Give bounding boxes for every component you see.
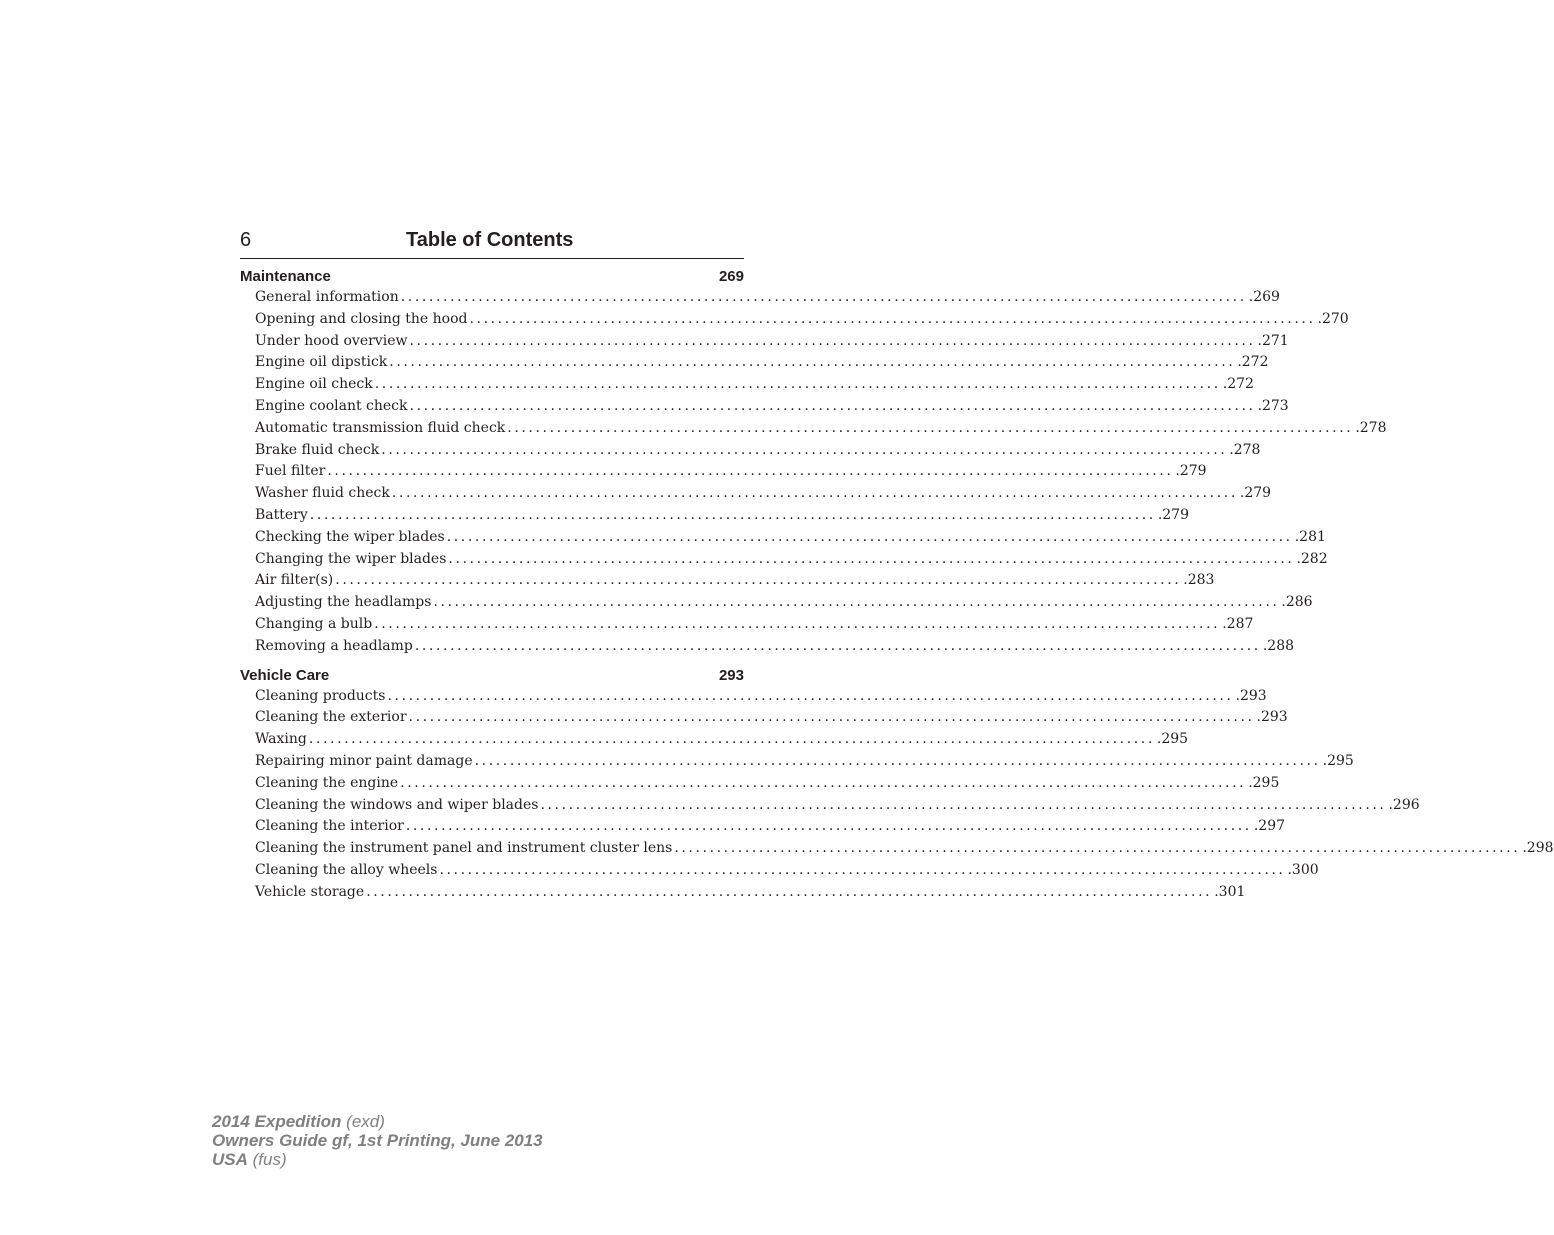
toc-entry-label: Cleaning products bbox=[255, 687, 386, 704]
toc-entry-label: Brake fluid check bbox=[255, 441, 380, 458]
toc-entry-page-number: .272 bbox=[1237, 354, 1269, 371]
section-entries bbox=[240, 287, 1387, 658]
dot-leader: ........................................................................................................................ bbox=[448, 550, 1295, 567]
toc-entry-label: Battery bbox=[255, 506, 308, 523]
toc-entry[interactable] bbox=[240, 527, 1326, 549]
toc-entry[interactable] bbox=[240, 287, 1280, 309]
section-heading[interactable] bbox=[240, 666, 744, 686]
toc-entry[interactable] bbox=[240, 374, 1254, 396]
toc-entry[interactable] bbox=[240, 614, 1254, 636]
toc-entry-label: General information bbox=[255, 289, 399, 305]
toc-entry[interactable] bbox=[240, 331, 1289, 353]
footer-model-code: (exd) bbox=[346, 1112, 385, 1131]
footer-line-market bbox=[212, 1150, 543, 1169]
toc-entry[interactable] bbox=[240, 773, 1280, 795]
section-heading[interactable] bbox=[240, 267, 744, 287]
toc-entry-label: Washer fluid check bbox=[255, 485, 390, 502]
toc-entry[interactable] bbox=[240, 860, 1319, 882]
toc-entry-page-number: .273 bbox=[1257, 397, 1289, 414]
toc-entry-label: Repairing minor paint damage bbox=[255, 752, 473, 769]
dot-leader: ........................................................................................................................ bbox=[400, 774, 1247, 791]
toc-entry-label: Vehicle storage bbox=[255, 883, 365, 900]
toc-entry[interactable] bbox=[240, 309, 1349, 331]
toc-entry[interactable] bbox=[240, 396, 1289, 418]
toc-entry-page-number: .269 bbox=[1248, 289, 1280, 305]
footer-line-printing bbox=[212, 1131, 543, 1150]
dot-leader: ........................................................................................................................ bbox=[408, 709, 1255, 726]
toc-entry[interactable] bbox=[240, 751, 1354, 773]
toc-entry-page-number: .295 bbox=[1156, 731, 1189, 748]
toc-entry-label: Automatic transmission fluid check bbox=[255, 419, 506, 436]
toc-entry-label: Cleaning the engine bbox=[255, 774, 399, 791]
toc-entry[interactable] bbox=[240, 418, 1387, 440]
footer-model: 2014 Expedition bbox=[212, 1112, 342, 1131]
toc-entry-page-number: .282 bbox=[1296, 550, 1328, 567]
dot-leader: ........................................................................................................................ bbox=[389, 354, 1236, 371]
dot-leader: ........................................................................................................................ bbox=[439, 861, 1286, 878]
document-footer bbox=[212, 1112, 543, 1169]
toc-entry-page-number: .293 bbox=[1256, 709, 1288, 726]
dot-leader: ........................................................................................................................ bbox=[414, 637, 1261, 654]
section-title: Maintenance bbox=[240, 268, 331, 285]
section-page-number: 269 bbox=[718, 268, 744, 285]
footer-line-model bbox=[212, 1112, 543, 1131]
toc-entry-page-number: .279 bbox=[1157, 506, 1189, 523]
toc-entry-label: Opening and closing the hood bbox=[255, 310, 468, 327]
toc-entry[interactable] bbox=[240, 592, 1313, 614]
toc-entry-page-number: .270 bbox=[1317, 310, 1349, 327]
toc-entry-label: Cleaning the interior bbox=[255, 818, 404, 835]
toc-entry-page-number: .278 bbox=[1355, 419, 1387, 436]
toc-entry-label: Adjusting the headlamps bbox=[255, 594, 432, 611]
toc-entry-label: Cleaning the exterior bbox=[255, 709, 407, 726]
footer-printing: Owners Guide gf, 1st Printing, June 2013 bbox=[212, 1131, 543, 1150]
toc-entry-page-number: .295 bbox=[1248, 774, 1280, 791]
toc-entry[interactable] bbox=[240, 882, 1246, 904]
toc-entry-page-number: .297 bbox=[1253, 818, 1286, 835]
toc-entry[interactable] bbox=[240, 816, 1286, 838]
dot-leader: ........................................................................................................................ bbox=[335, 572, 1182, 589]
toc-entry-page-number: .293 bbox=[1235, 687, 1267, 704]
dot-leader: ........................................................................................................................ bbox=[391, 485, 1238, 502]
footer-market-code: (fus) bbox=[252, 1150, 287, 1169]
toc-entry-label: Fuel filter bbox=[255, 463, 326, 480]
toc-entry-label: Under hood overview bbox=[255, 332, 408, 349]
dot-leader: ........................................................................................................................ bbox=[409, 332, 1256, 349]
toc-entry-label: Air filter(s) bbox=[255, 572, 334, 589]
dot-leader: ........................................................................................................................ bbox=[433, 594, 1280, 611]
dot-leader: ........................................................................................................................ bbox=[308, 731, 1155, 748]
toc-entry-page-number: .295 bbox=[1322, 752, 1354, 769]
toc-entry-label: Engine coolant check bbox=[255, 397, 408, 414]
toc-entry[interactable] bbox=[240, 707, 1288, 729]
toc-entry[interactable] bbox=[240, 838, 1554, 860]
page-number: 6 bbox=[240, 229, 252, 251]
dot-leader: ........................................................................................................................ bbox=[309, 506, 1156, 523]
dot-leader: ........................................................................................................................ bbox=[474, 752, 1321, 769]
toc-entry-page-number: .288 bbox=[1262, 637, 1295, 654]
toc-entry-label: Cleaning the instrument panel and instrument cluster lens bbox=[255, 840, 673, 857]
toc-entry[interactable] bbox=[240, 505, 1189, 527]
section-entries bbox=[240, 686, 1554, 904]
dot-leader: ........................................................................................................................ bbox=[366, 883, 1213, 900]
toc-entry-page-number: .283 bbox=[1183, 572, 1215, 589]
toc-entry-label: Engine oil dipstick bbox=[255, 354, 388, 371]
toc-section-maintenance bbox=[240, 267, 1387, 658]
dot-leader: ........................................................................................................................ bbox=[507, 419, 1354, 436]
section-title: Vehicle Care bbox=[240, 666, 330, 684]
toc-entry-page-number: .298 bbox=[1522, 840, 1554, 857]
dot-leader: ........................................................................................................................ bbox=[387, 687, 1234, 704]
toc-entry-label: Checking the wiper blades bbox=[255, 528, 445, 545]
toc-entry-page-number: .278 bbox=[1229, 441, 1261, 458]
page-title: Table of Contents bbox=[406, 229, 574, 251]
toc-entry-page-number: .296 bbox=[1388, 796, 1420, 813]
section-page-number: 293 bbox=[718, 666, 744, 684]
toc-entry-page-number: .286 bbox=[1281, 594, 1313, 611]
toc-entry[interactable] bbox=[240, 352, 1269, 374]
dot-leader: ........................................................................................................................ bbox=[540, 796, 1387, 813]
toc-entry-label: Cleaning the alloy wheels bbox=[255, 861, 438, 878]
toc-entry[interactable] bbox=[240, 729, 1189, 751]
toc-entry[interactable] bbox=[240, 440, 1261, 462]
toc-entry-page-number: .281 bbox=[1294, 528, 1326, 545]
toc-entry[interactable] bbox=[240, 686, 1267, 708]
toc-entry-page-number: .272 bbox=[1222, 376, 1254, 393]
toc-entry-label: Waxing bbox=[255, 731, 307, 748]
dot-leader: ........................................................................................................................ bbox=[446, 528, 1293, 545]
toc-entry[interactable] bbox=[240, 461, 1207, 483]
dot-leader: ........................................................................................................................ bbox=[400, 289, 1247, 305]
toc-section-vehicle-care bbox=[240, 666, 1554, 904]
toc-entry-page-number: .279 bbox=[1239, 485, 1272, 502]
toc-entry-label: Changing the wiper blades bbox=[255, 550, 447, 567]
footer-market: USA bbox=[212, 1150, 248, 1169]
dot-leader: ........................................................................................................................ bbox=[469, 310, 1316, 327]
toc-entry-label: Engine oil check bbox=[255, 376, 373, 393]
toc-entry-page-number: .301 bbox=[1214, 883, 1246, 900]
toc-entry-page-number: .279 bbox=[1175, 463, 1207, 480]
dot-leader: ........................................................................................................................ bbox=[381, 441, 1228, 458]
toc-entry[interactable] bbox=[240, 483, 1272, 505]
toc-entry-label: Cleaning the windows and wiper blades bbox=[255, 796, 539, 813]
toc-entry[interactable] bbox=[240, 795, 1420, 817]
toc-entry-label: Removing a headlamp bbox=[255, 637, 413, 654]
toc-entry[interactable] bbox=[240, 549, 1328, 571]
dot-leader: ........................................................................................................................ bbox=[405, 818, 1252, 835]
toc-entry-page-number: .271 bbox=[1257, 332, 1289, 349]
dot-leader: ........................................................................................................................ bbox=[327, 463, 1174, 480]
toc-entry[interactable] bbox=[240, 636, 1295, 658]
toc-entry-page-number: .300 bbox=[1287, 861, 1319, 878]
page-header bbox=[240, 228, 744, 259]
dot-leader: ........................................................................................................................ bbox=[674, 840, 1521, 857]
toc-entry[interactable] bbox=[240, 570, 1215, 592]
toc-entry-label: Changing a bulb bbox=[255, 615, 373, 632]
dot-leader: ........................................................................................................................ bbox=[409, 397, 1256, 414]
toc-entry-page-number: .287 bbox=[1222, 615, 1254, 632]
table-of-contents bbox=[240, 267, 1554, 904]
dot-leader: ........................................................................................................................ bbox=[374, 615, 1221, 632]
dot-leader: ........................................................................................................................ bbox=[374, 376, 1221, 393]
